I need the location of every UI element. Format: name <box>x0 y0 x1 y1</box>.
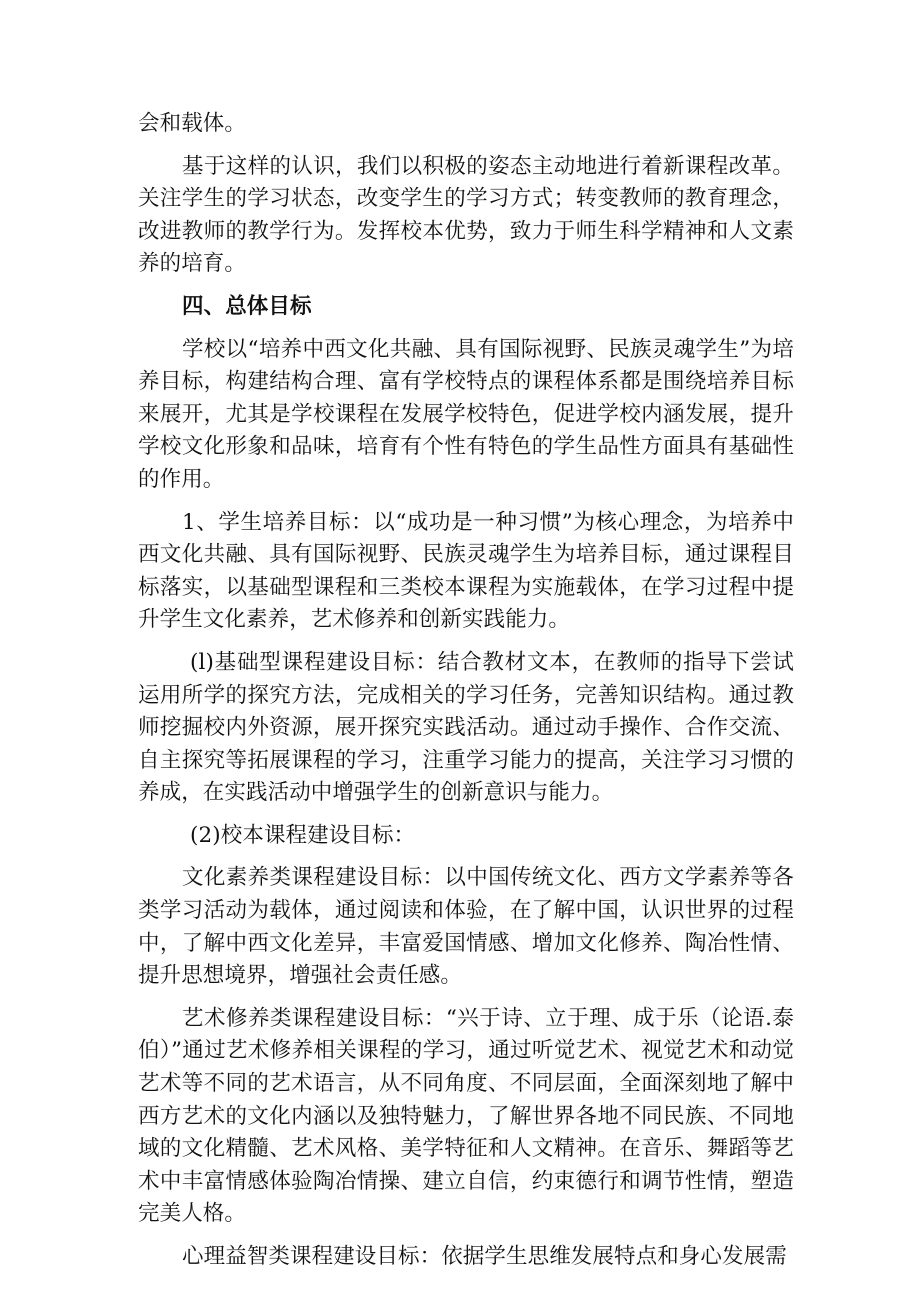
paragraph-school-goal: 学校以“培养中西文化共融、具有国际视野、民族灵魂学生”为培养目标，构建结构合理、富有学校特点的课程体系都是围绕培养目标来展开，尤其是学校课程在发展学校特色，促进学校内涵发展，提升学校文化形象和品味，培育有个性有特色的学生品性方面具有基础性的作用。 <box>138 336 794 492</box>
paragraph-continuation: 会和载体。 <box>138 111 247 136</box>
paragraph-student-training-goal: 1、学生培养目标：以“成功是一种习惯”为核心理念，为培养中西文化共融、具有国际视野、民族灵魂学生为培养目标，通过课程目标落实，以基础型课程和三类校本课程为实施载体，在学习过程中提升学生文化素养，艺术修养和创新实践能力。 <box>138 509 794 633</box>
paragraph-psychology-course-goal: 心理益智类课程建设目标：依据学生思维发展特点和身心发展需 <box>182 1244 787 1269</box>
paragraph-art-course-goal: 艺术修养类课程建设目标：“兴于诗、立于理、成于乐（论语.泰伯）”通过艺术修养相关课程的学习，通过听觉艺术、视觉艺术和动觉艺术等不同的艺术语言，从不同角度、不同层面，全面深刻地了解中西方艺术的文化内涵以及独特魅力，了解世界各地不同民族、不同地域的文化精髓、艺术风格、美学特征和人文精神。在音乐、舞蹈等艺术中丰富情感体验陶冶情操、建立自信，约束德行和调节性情，塑造完美人格。 <box>138 1005 794 1227</box>
document-page <box>138 108 794 1274</box>
paragraph-reform-intro: 基于这样的认识，我们以积极的姿态主动地进行着新课程改革。关注学生的学习状态，改变学生的学习方式；转变教师的教育理念，改进教师的教学行为。发挥校本优势，致力于师生科学精神和人文素养的培育。 <box>138 153 794 277</box>
paragraph-basic-course-goal: (l)基础型课程建设目标：结合教材文本，在教师的指导下尝试运用所学的探究方法，完成相关的学习任务，完善知识结构。通过教师挖掘校内外资源，展开探究实践活动。通过动手操作、合作交流、自主探究等拓展课程的学习，注重学习能力的提高，关注学习习惯的养成，在实践活动中增强学生的创新意识与能力。 <box>138 649 794 806</box>
paragraph-culture-course-goal: 文化素养类课程建设目标：以中国传统文化、西方文学素养等各类学习活动为载体，通过阅读和体验，在了解中国，认识世界的过程中，了解中西文化差异，丰富爱国情感、增加文化修养、陶冶性情、提升思想境界，增强社会责任感。 <box>138 865 794 989</box>
paragraph-school-course-heading: (2)校本课程建设目标： <box>190 822 416 848</box>
section-heading-overall-goals: 四、总体目标 <box>182 293 312 319</box>
